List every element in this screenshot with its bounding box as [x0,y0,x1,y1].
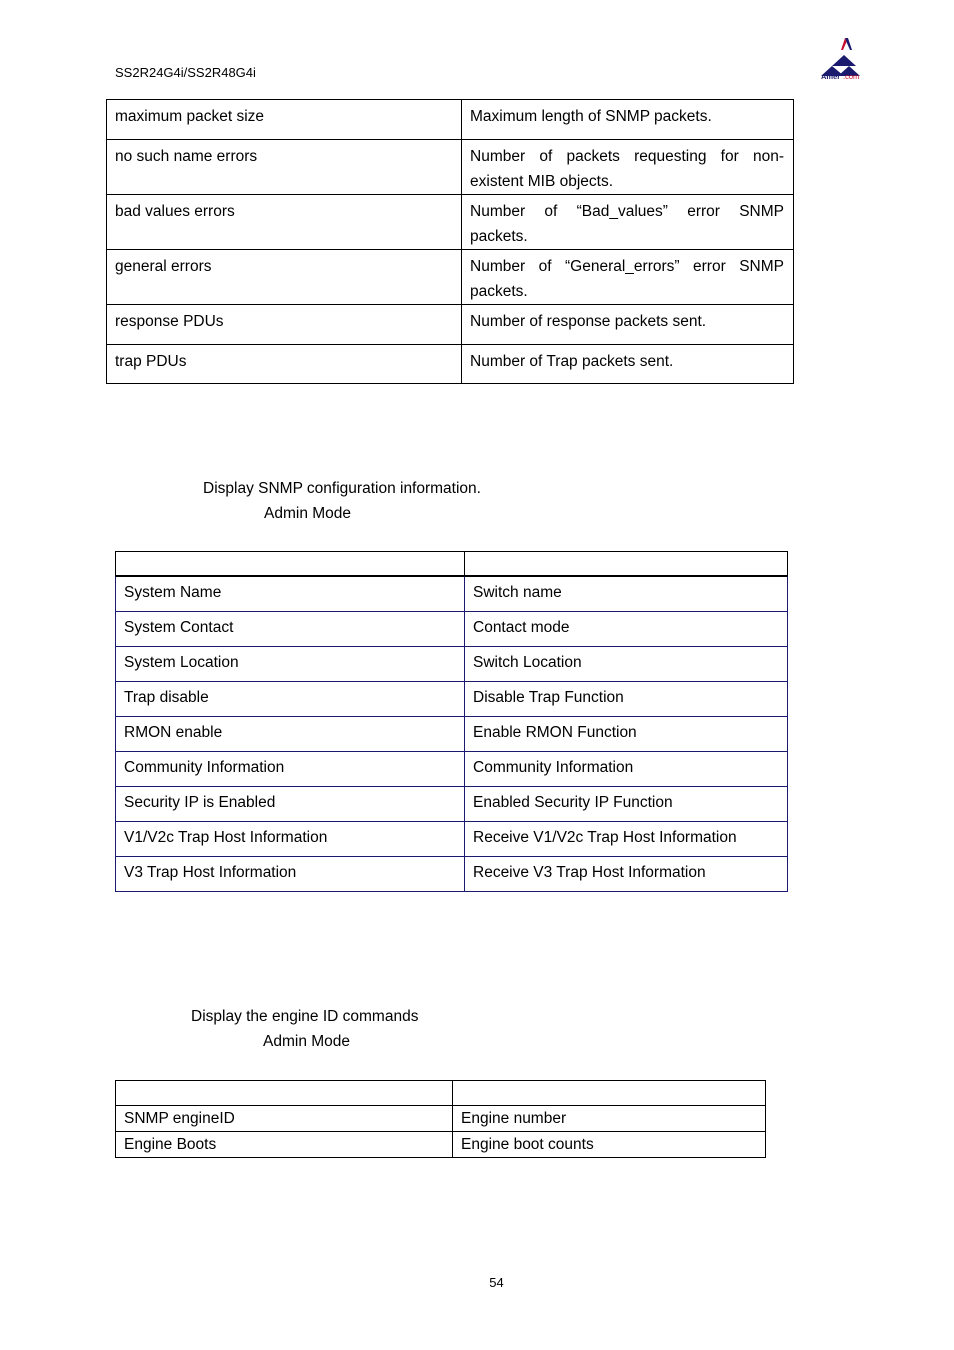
parameter-cell: general errors [107,250,462,305]
svg-text:Amer: Amer [821,72,841,81]
description-cell: Maximum length of SNMP packets. [462,100,794,140]
header-cell [453,1081,766,1106]
description-cell: Engine boot counts [453,1132,766,1158]
header-cell [116,1081,453,1106]
description-cell: Switch Location [465,647,788,682]
description-cell: Number of packets requesting for non-existent MIB objects. [462,140,794,195]
field-cell: V3 Trap Host Information [116,857,465,892]
field-cell: Trap disable [116,682,465,717]
table-row [116,717,788,752]
description-cell: Switch name [465,576,788,612]
table-row [107,195,794,250]
table-row [116,612,788,647]
header-cell [116,552,465,577]
field-cell: System Contact [116,612,465,647]
description-cell: Receive V1/V2c Trap Host Information [465,822,788,857]
description-cell: Number of Trap packets sent. [462,345,794,384]
table-row [107,140,794,195]
field-cell: System Name [116,576,465,612]
field-cell: RMON enable [116,717,465,752]
table-header-row [116,1081,766,1106]
table-row [116,822,788,857]
description-cell: Number of response packets sent. [462,305,794,345]
amer-logo [818,36,878,82]
table-row [107,250,794,305]
table-row [116,647,788,682]
field-cell: V1/V2c Trap Host Information [116,822,465,857]
table-header-row [116,552,788,577]
table-row [116,1132,766,1158]
table-row [116,1106,766,1132]
description-cell: Enabled Security IP Function [465,787,788,822]
page-number: 54 [489,1275,504,1290]
snmp-config-table [115,551,788,892]
snmp-statistics-table [106,99,794,384]
description-cell: Community Information [465,752,788,787]
table-row [107,305,794,345]
table-row [107,100,794,140]
section3-function: Display the engine ID commands [191,1008,419,1025]
section3-mode: Admin Mode [263,1033,351,1050]
section2-mode: Admin Mode [264,505,352,522]
table-row [116,752,788,787]
field-cell: Community Information [116,752,465,787]
description-cell: Engine number [453,1106,766,1132]
table-row [116,576,788,612]
engine-id-table [115,1080,766,1158]
table-row [116,682,788,717]
description-cell: Number of “General_errors” error SNMP packets. [462,250,794,305]
field-cell: Engine Boots [116,1132,453,1158]
parameter-cell: trap PDUs [107,345,462,384]
description-cell: Disable Trap Function [465,682,788,717]
description-cell: Enable RMON Function [465,717,788,752]
svg-text:.com: .com [843,72,860,81]
description-cell: Contact mode [465,612,788,647]
table-row [107,345,794,384]
description-cell: Receive V3 Trap Host Information [465,857,788,892]
parameter-cell: no such name errors [107,140,462,195]
table-row [116,857,788,892]
section2-function: Display SNMP configuration information. [203,480,481,497]
field-cell: SNMP engineID [116,1106,453,1132]
field-cell: System Location [116,647,465,682]
description-cell: Number of “Bad_values” error SNMP packets. [462,195,794,250]
table-row [116,787,788,822]
parameter-cell: response PDUs [107,305,462,345]
header-cell [465,552,788,577]
parameter-cell: maximum packet size [107,100,462,140]
field-cell: Security IP is Enabled [116,787,465,822]
document-header-title: SS2R24G4i/SS2R48G4i [115,65,256,80]
parameter-cell: bad values errors [107,195,462,250]
